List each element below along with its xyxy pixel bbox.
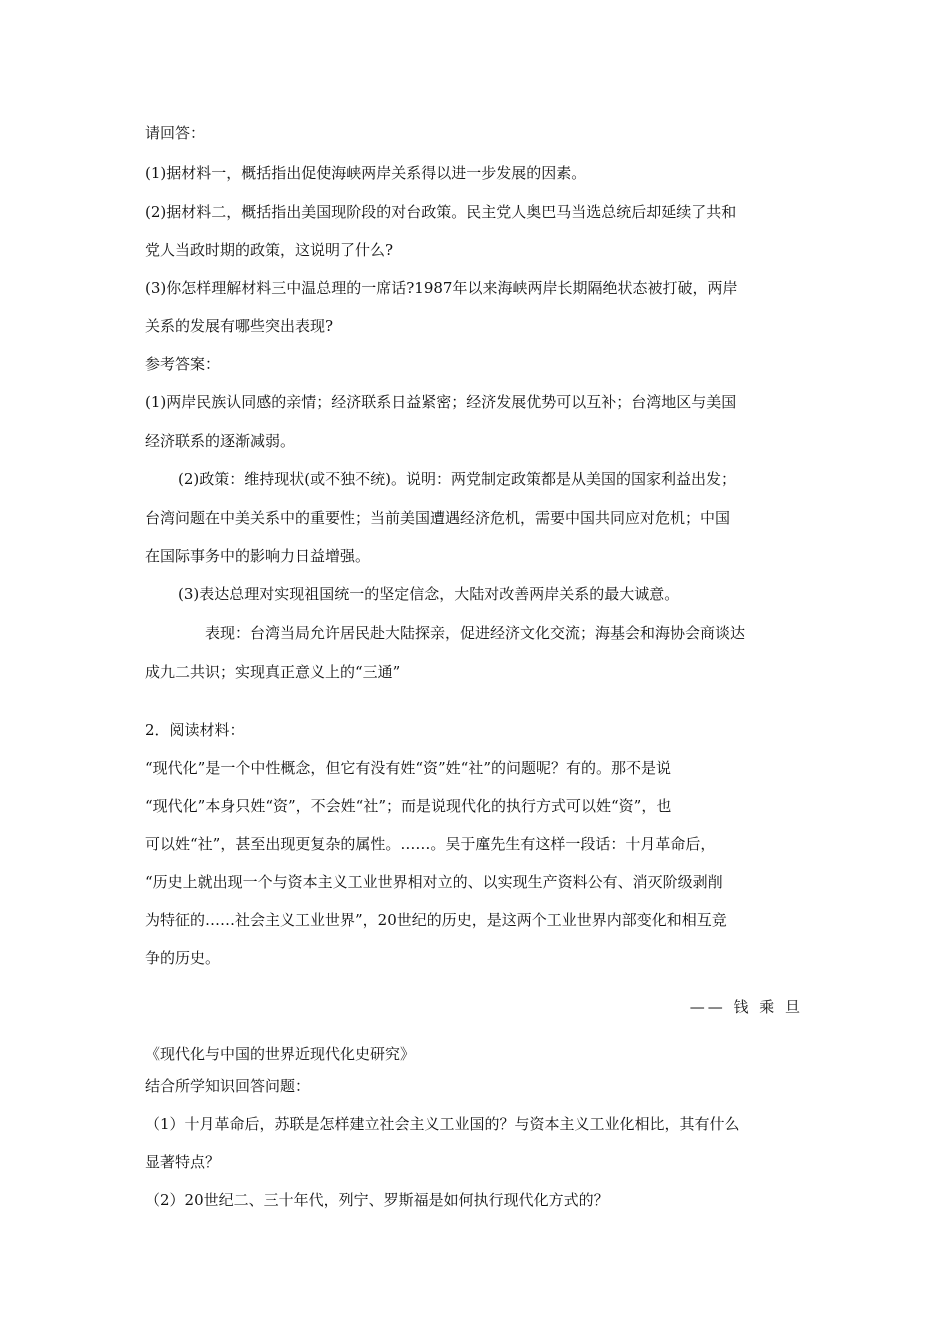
question-2-line-1: (2)据材料二，概括指出美国现阶段的对台政策。民主党人奥巴马当选总统后却延续了共和	[145, 203, 737, 221]
section-2-heading: 2．阅读材料：	[145, 721, 245, 739]
answer-2-line-2: 台湾问题在中美关系中的重要性；当前美国遭遇经济危机，需要中国共同应对危机；中国	[145, 509, 731, 527]
answer-1-line-2: 经济联系的逐渐减弱。	[145, 432, 296, 450]
material-line-4: “历史上就出现一个与资本主义工业世界相对立的、以实现生产资料公有、消灭阶级剥削	[145, 873, 723, 891]
questions-heading: 结合所学知识回答问题：	[145, 1077, 311, 1095]
answer-2-line-1: (2)政策：维持现状(或不独不统)。说明：两党制定政策都是从美国的国家利益出发；	[178, 470, 736, 488]
material-line-6: 争的历史。	[145, 949, 221, 967]
question-3-line-1: (3)你怎样理解材料三中温总理的一席话?1987年以来海峡两岸长期隔绝状态被打破，两岸	[145, 279, 738, 297]
material-source: 《现代化与中国的世界近现代化史研究》	[145, 1045, 416, 1063]
material-author: —— 钱 乘 旦	[689, 998, 803, 1016]
answer-2-line-3: 在国际事务中的影响力日益增强。	[145, 547, 371, 565]
question-2-1-line-2: 显著特点？	[145, 1153, 221, 1171]
answer-3-line-1: (3)表达总理对实现祖国统一的坚定信念，大陆对改善两岸关系的最大诚意。	[178, 585, 680, 603]
answer-3-line-2: 表现：台湾当局允许居民赴大陆探亲，促进经济文化交流；海基会和海协会商谈达	[205, 624, 746, 642]
question-2-line-2: 党人当政时期的政策，这说明了什么?	[145, 241, 394, 259]
answer-3-line-3: 成九二共识；实现真正意义上的“三通”	[145, 663, 401, 681]
prompt-heading: 请回答：	[145, 124, 206, 142]
material-line-5: 为特征的……社会主义工业世界”，20世纪的历史，是这两个工业世界内部变化和相互竞	[145, 911, 727, 929]
question-2-2: （2）20世纪二、三十年代，列宁、罗斯福是如何执行现代化方式的？	[145, 1191, 609, 1209]
material-line-1: “现代化”是一个中性概念，但它有没有姓“资”姓“社”的问题呢？有的。那不是说	[145, 759, 672, 777]
question-1: (1)据材料一，概括指出促使海峡两岸关系得以进一步发展的因素。	[145, 164, 587, 182]
answer-1-line-1: (1)两岸民族认同感的亲情；经济联系日益紧密；经济发展优势可以互补；台湾地区与美国	[145, 393, 737, 411]
answer-heading: 参考答案：	[145, 355, 221, 373]
material-line-2: “现代化”本身只姓“资”，不会姓“社”；而是说现代化的执行方式可以姓“资”，也	[145, 797, 672, 815]
question-3-line-2: 关系的发展有哪些突出表现?	[145, 317, 334, 335]
question-2-1-line-1: （1）十月革命后，苏联是怎样建立社会主义工业国的？与资本主义工业化相比，其有什么	[145, 1115, 740, 1133]
material-line-3: 可以姓“社”，甚至出现更复杂的属性。……。吴于廑先生有这样一段话：十月革命后，	[145, 835, 716, 853]
